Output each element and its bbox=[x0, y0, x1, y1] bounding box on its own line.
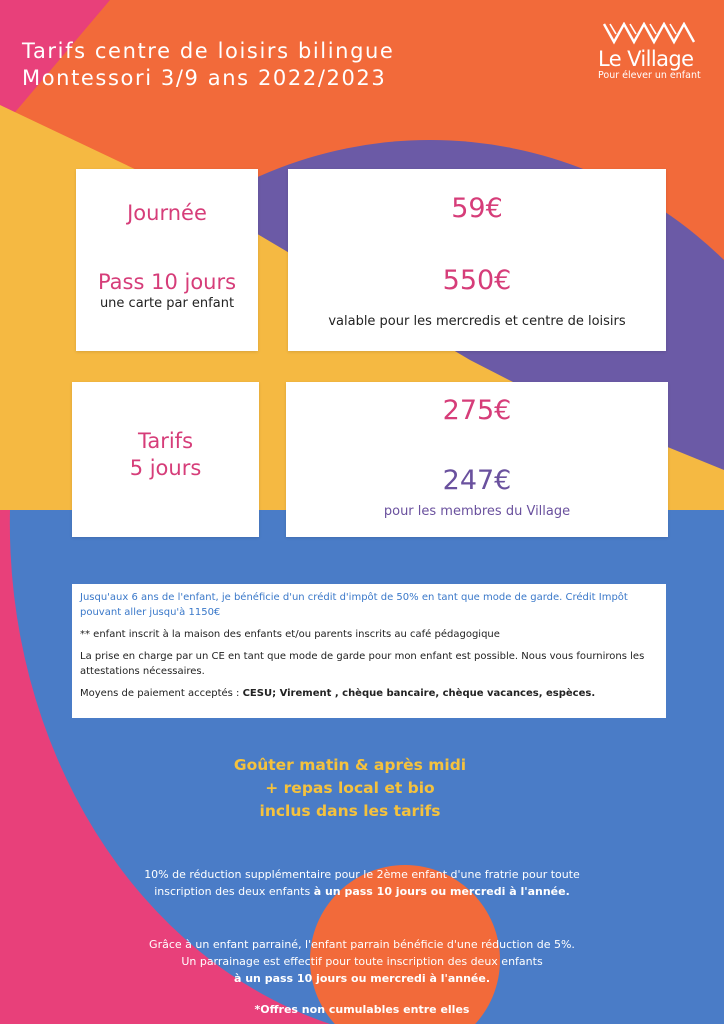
sibling-line1: 10% de réduction supplémentaire pour le 2ème enfant d'une fratrie pour toute bbox=[144, 868, 580, 881]
meals-line1: Goûter matin & après midi bbox=[233, 756, 467, 774]
pass-10-price: 550€ bbox=[442, 265, 512, 296]
daily-prices-card bbox=[288, 169, 666, 351]
tax-credit-line2: pouvant aller jusqu'à 1150€ bbox=[80, 607, 221, 618]
tax-credit-text bbox=[80, 590, 658, 620]
title-line-2: Montessori 3/9 ans 2022/2023 bbox=[22, 66, 387, 90]
referral-line1: Grâce à un enfant parrainé, l'enfant parrain bénéficie d'une réduction de 5%. bbox=[149, 938, 575, 951]
journee-price: 59€ bbox=[451, 193, 503, 224]
meals-line2: + repas local et bio bbox=[265, 779, 435, 797]
logo-name: Le Village bbox=[598, 47, 694, 71]
title-line-1: Tarifs centre de loisirs bilingue bbox=[22, 39, 395, 63]
meals-included bbox=[150, 754, 550, 823]
ce-text bbox=[80, 649, 658, 679]
logo-mark-icon bbox=[602, 22, 698, 46]
ce-line1: La prise en charge par un CE en tant que mode de garde pour mon enfant est possible. Nous vous fournirons les bbox=[80, 651, 645, 662]
payment-list: CESU; Virement , chèque bancaire, chèque vacances, espèces. bbox=[242, 688, 596, 699]
meals-line3: inclus dans les tarifs bbox=[259, 802, 441, 820]
disclaimer bbox=[60, 1001, 664, 1018]
tax-credit-line1: Jusqu'aux 6 ans de l'enfant, je bénéficie d'un crédit d'impôt de 50% en tant que mode de garde. Crédit Impôt bbox=[80, 592, 628, 603]
daily-labels-card bbox=[76, 169, 258, 351]
sibling-discount bbox=[60, 866, 664, 900]
disclaimer-text: *Offres non cumulables entre elles bbox=[254, 1003, 470, 1016]
sibling-line2-prefix: inscription des deux enfants bbox=[154, 885, 314, 898]
referral-discount bbox=[60, 936, 664, 987]
logo-tagline: Pour élever un enfant bbox=[598, 70, 701, 81]
le-village-logo bbox=[598, 22, 714, 81]
weekly-prices-card bbox=[286, 382, 668, 537]
page-title bbox=[22, 38, 394, 92]
journee-label: Journée bbox=[127, 201, 207, 225]
payment-prefix: Moyens de paiement acceptés : bbox=[80, 688, 243, 699]
tarifs-5-label-line2: 5 jours bbox=[129, 456, 202, 480]
referral-line2: Un parrainage est effectif pour toute inscription des deux enfants bbox=[181, 955, 543, 968]
sibling-line2-bold: à un pass 10 jours ou mercredi à l'année. bbox=[313, 885, 570, 898]
pass-10-label: Pass 10 jours bbox=[97, 270, 237, 294]
payment-methods bbox=[80, 686, 658, 701]
pass-10-sub: une carte par enfant bbox=[99, 296, 235, 311]
ce-line2: attestations nécessaires. bbox=[80, 666, 205, 677]
tarifs-5-label-line1: Tarifs bbox=[137, 429, 194, 453]
member-note: pour les membres du Village bbox=[383, 504, 571, 519]
weekly-label-card bbox=[72, 382, 259, 537]
referral-line3: à un pass 10 jours ou mercredi à l'année. bbox=[233, 972, 491, 985]
pass-10-note: valable pour les mercredis et centre de loisirs bbox=[328, 314, 626, 329]
members-note: ** enfant inscrit à la maison des enfants et/ou parents inscrits au café pédagogique bbox=[80, 629, 500, 640]
info-box bbox=[72, 584, 666, 718]
member-price: 247€ bbox=[442, 465, 512, 496]
tarifs-5-price: 275€ bbox=[442, 395, 512, 426]
